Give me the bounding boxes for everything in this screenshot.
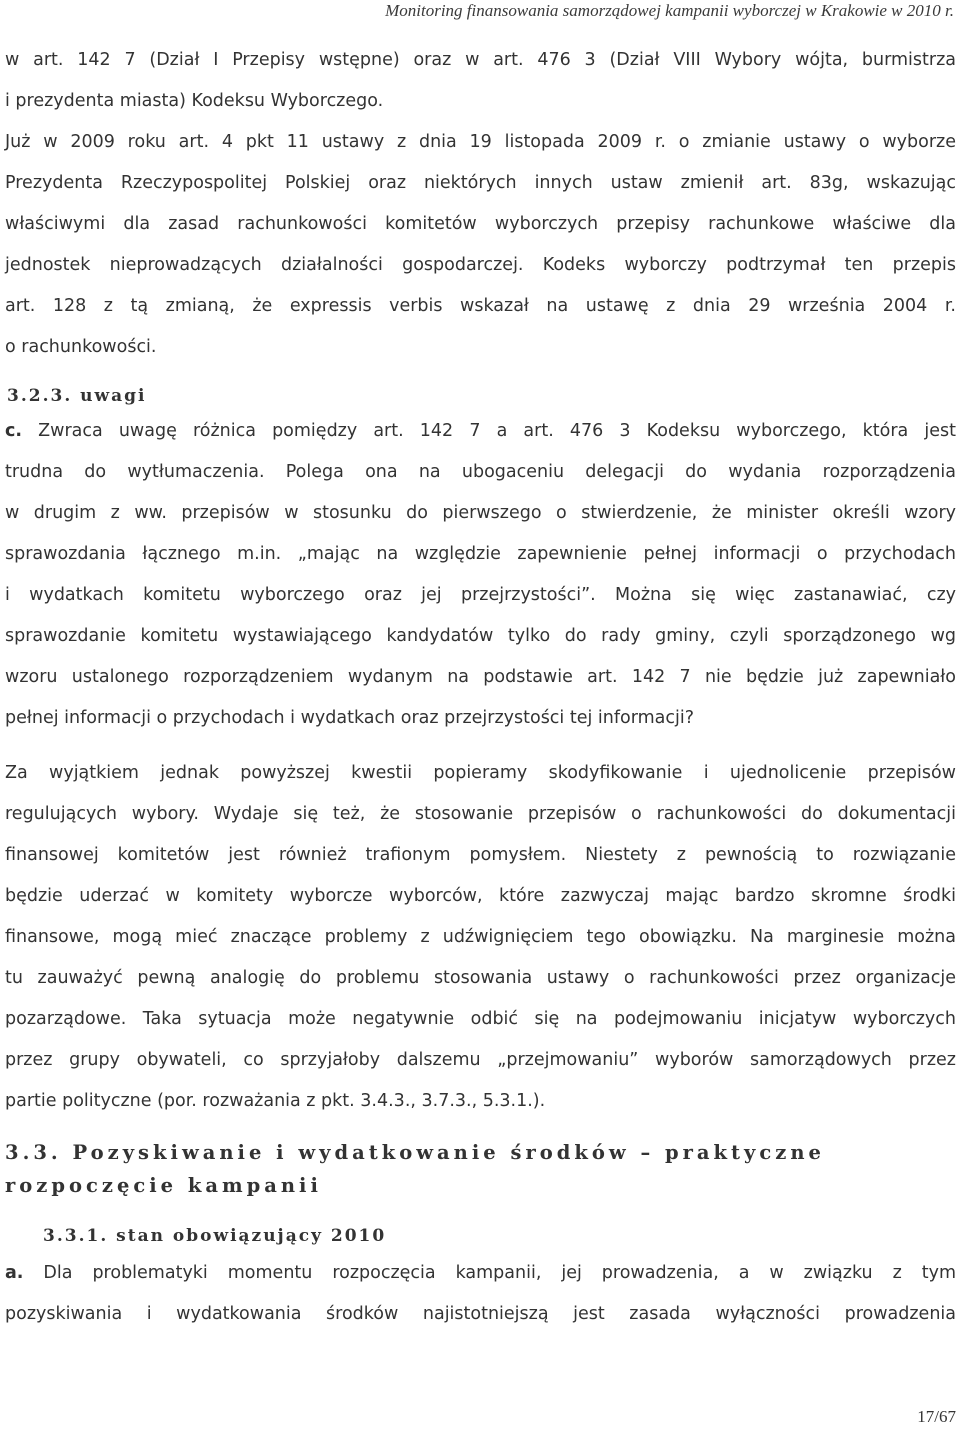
paragraph-marker: c.	[5, 421, 23, 441]
text-line: o rachunkowości.	[5, 337, 157, 357]
paragraph-3	[5, 411, 956, 739]
text-line: i prezydenta miasta) Kodeksu Wyborczego.	[5, 91, 384, 111]
text-span: Zwraca uwagę różnica pomiędzy art. 142 7 a art. 476 3 Kodeksu wyborczego, która jest	[22, 421, 956, 441]
paragraph-2	[5, 122, 956, 368]
text-line: Prezydenta Rzeczypospolitej Polskiej oraz niektórych innych ustaw zmienił art. 83g, wskazując	[5, 173, 956, 193]
page-number: 17/67	[917, 1407, 956, 1426]
text-line: trudna do wytłumaczenia. Polega ona na ubogaceniu delegacji do wydania rozporządzenia	[5, 462, 956, 482]
text-line: wzoru ustalonego rozporządzeniem wydanym na podstawie art. 142 7 nie będzie już zapewniało	[5, 667, 956, 687]
text-line: partie polityczne (por. rozważania z pkt. 3.4.3., 3.7.3., 5.3.1.).	[5, 1091, 546, 1111]
text-line: art. 128 z tą zmianą, że expressis verbis wskazał na ustawę z dnia 29 września 2004 r.	[5, 296, 956, 316]
text-line: przez grupy obywateli, co sprzyjałoby dalszemu „przejmowaniu” wyborów samorządowych przez	[5, 1050, 956, 1070]
running-header: Monitoring finansowania samorządowej kampanii wyborczej w Krakowie w 2010 r.	[385, 1, 954, 20]
text-line: sprawozdanie komitetu wystawiającego kandydatów tylko do rady gminy, czyli sporządzonego wg	[5, 626, 956, 646]
text-line: w drugim z ww. przepisów w stosunku do pierwszego o stwierdzenie, że minister określi wzory	[5, 503, 956, 523]
text-line: regulujących wybory. Wydaje się też, że stosowanie przepisów o rachunkowości do dokumentacji	[5, 804, 956, 824]
text-line: pozarządowe. Taka sytuacja może negatywnie odbić się na podejmowaniu inicjatyw wyborczych	[5, 1009, 956, 1029]
paragraph-4	[5, 753, 956, 1122]
paragraph-marker: a.	[5, 1263, 24, 1283]
text-line	[5, 1253, 956, 1294]
text-line: pełnej informacji o przychodach i wydatkach oraz przejrzystości tej informacji?	[5, 708, 695, 728]
heading-line: 3.3. Pozyskiwanie i wydatkowanie środków – praktyczne	[5, 1141, 825, 1164]
text-line: sprawozdania łącznego m.in. „mając na względzie zapewnienie pełnej informacji o przychodach	[5, 544, 956, 564]
text-line: będzie uderzać w komitety wyborcze wyborców, które zazwyczaj mając bardzo skromne środki	[5, 886, 956, 906]
section-heading-3-2-3: 3.2.3. uwagi	[7, 386, 147, 406]
text-line: i wydatkach komitetu wyborczego oraz jej przejrzystości”. Można się więc zastanawiać, czy	[5, 585, 956, 605]
paragraph-1	[5, 40, 956, 122]
section-heading-3-3-1: 3.3.1. stan obowiązujący 2010	[43, 1226, 387, 1246]
text-line: finansowej komitetów jest również trafionym pomysłem. Niestety z pewnością to rozwiązanie	[5, 845, 956, 865]
paragraph-5	[5, 1253, 956, 1335]
text-line: Za wyjątkiem jednak powyższej kwestii popieramy skodyfikowanie i ujednolicenie przepisów	[5, 763, 956, 783]
text-line: jednostek nieprowadzących działalności gospodarczej. Kodeks wyborczy podtrzymał ten przepis	[5, 255, 956, 275]
text-line: Już w 2009 roku art. 4 pkt 11 ustawy z dnia 19 listopada 2009 r. o zmianie ustawy o wyborze	[5, 132, 956, 152]
text-line	[5, 411, 956, 452]
text-line: właściwymi dla zasad rachunkowości komitetów wyborczych przepisy rachunkowe właściwe dla	[5, 214, 956, 234]
text-line: w art. 142 7 (Dział I Przepisy wstępne) oraz w art. 476 3 (Dział VIII Wybory wójta, burmistrza	[5, 50, 956, 70]
text-line: pozyskiwania i wydatkowania środków najistotniejszą jest zasada wyłączności prowadzenia	[5, 1304, 956, 1324]
section-heading-3-3	[5, 1136, 956, 1202]
heading-line: rozpoczęcie kampanii	[5, 1174, 322, 1197]
document-body	[5, 40, 956, 1335]
text-span: Dla problematyki momentu rozpoczęcia kampanii, jej prowadzenia, a w związku z tym	[23, 1263, 956, 1283]
text-line: finansowe, mogą mieć znaczące problemy z udźwignięciem tego obowiązku. Na marginesie można	[5, 927, 956, 947]
text-line: tu zauważyć pewną analogię do problemu stosowania ustawy o rachunkowości przez organizacje	[5, 968, 956, 988]
